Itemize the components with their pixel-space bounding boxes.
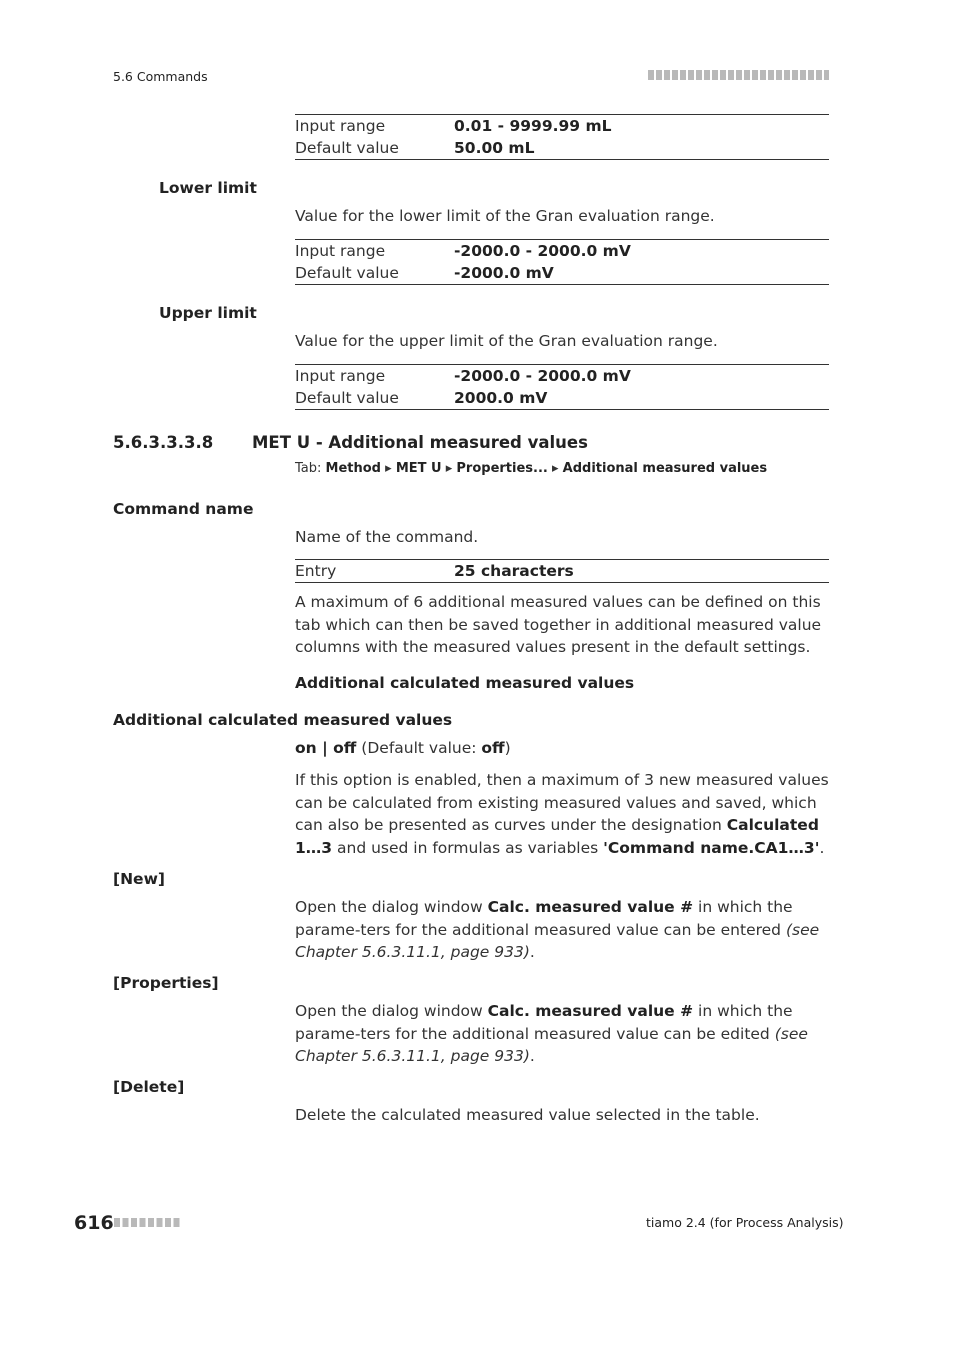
properties-description xyxy=(295,1000,835,1068)
footer-decoration xyxy=(114,1218,182,1227)
row-label: Entry xyxy=(295,562,337,580)
tab-prefix: Tab: xyxy=(295,461,326,476)
running-header: 5.6 Commands xyxy=(113,69,208,84)
option-on: on xyxy=(295,739,317,757)
table-row xyxy=(295,240,829,262)
text-span: and used in formulas as variables xyxy=(332,838,604,857)
upper-limit-title: Upper limit xyxy=(159,304,257,322)
breadcrumb-item: Properties... xyxy=(456,461,548,476)
table-row xyxy=(295,262,829,284)
breadcrumb-item: Method xyxy=(325,461,381,476)
bold-term: Calc. measured value # xyxy=(487,1002,694,1020)
text-span: If this option is enabled, then a maximum of 3 new measured values can be calculated from existing measured values and saved, which can also be presented as curves under the designation xyxy=(295,771,829,834)
upper-limit-description: Value for the upper limit of the Gran evaluation range. xyxy=(295,332,718,350)
bold-term: 'Command name.CA1…3' xyxy=(603,838,820,857)
row-value: -2000.0 - 2000.0 mV xyxy=(454,242,631,260)
row-value: -2000.0 mV xyxy=(454,264,554,282)
text-span: Open the dialog window xyxy=(295,898,488,916)
row-label: Input range xyxy=(295,117,386,135)
table-row xyxy=(295,365,829,387)
row-value: 50.00 mL xyxy=(454,139,535,157)
table-row xyxy=(295,137,829,159)
text-span: . xyxy=(819,838,825,857)
chapter-reference[interactable]: (see Chapter 5.6.3.11.1, page 933) xyxy=(295,920,820,961)
lower-limit-title: Lower limit xyxy=(159,179,257,197)
properties-title: [Properties] xyxy=(113,974,219,992)
default-prefix: (Default value: xyxy=(356,739,482,757)
section-number: 5.6.3.3.3.8 xyxy=(113,433,214,452)
option-off: off xyxy=(333,739,357,757)
new-description xyxy=(295,896,835,964)
product-name: tiamo 2.4 (for Process Analysis) xyxy=(646,1215,844,1230)
row-label: Default value xyxy=(295,139,399,157)
option-separator: | xyxy=(316,739,334,757)
tab-breadcrumb xyxy=(295,461,767,476)
command-name-description: Name of the command. xyxy=(295,528,479,546)
text-span: . xyxy=(529,1047,535,1065)
new-title: [New] xyxy=(113,870,165,888)
subheading: Additional calculated measured values xyxy=(295,674,635,692)
row-value: 25 characters xyxy=(454,562,574,580)
table-row xyxy=(295,387,829,409)
lower-limit-description: Value for the lower limit of the Gran evaluation range. xyxy=(295,207,715,225)
delete-title: [Delete] xyxy=(113,1078,185,1096)
param-table-command-name xyxy=(295,559,829,583)
param-table-upper-limit xyxy=(295,364,829,410)
breadcrumb-item: Additional measured values xyxy=(562,461,768,476)
row-value: -2000.0 - 2000.0 mV xyxy=(454,367,631,385)
bold-term: Calculated 1…3 xyxy=(295,816,819,857)
text-span: in which the parame-ters for the additional measured value can be entered xyxy=(295,898,793,939)
row-label: Default value xyxy=(295,389,399,407)
additional-title: Additional calculated measured values xyxy=(113,711,453,729)
additional-options xyxy=(295,737,835,760)
row-value: 0.01 - 9999.99 mL xyxy=(454,117,612,135)
row-label: Input range xyxy=(295,367,386,385)
table-row xyxy=(295,560,829,582)
row-label: Input range xyxy=(295,242,386,260)
text-span: . xyxy=(529,943,535,961)
param-table-lower-limit xyxy=(295,239,829,285)
default-suffix: ) xyxy=(504,739,511,757)
arrow-icon: ▸ xyxy=(385,461,392,476)
page-number: 616 xyxy=(74,1212,114,1234)
arrow-icon: ▸ xyxy=(445,461,453,476)
delete-description: Delete the calculated measured value selected in the table. xyxy=(295,1106,760,1124)
text-span: Open the dialog window xyxy=(295,1002,488,1020)
additional-description xyxy=(295,769,835,859)
header-decoration xyxy=(648,70,829,80)
breadcrumb-item: MET U xyxy=(395,461,442,476)
arrow-icon: ▸ xyxy=(552,461,559,476)
default-value: off xyxy=(481,739,505,757)
command-name-note: A maximum of 6 additional measured values can be defined on this tab which can then be saved together in additional measured value columns with the measured values present in the default settings. xyxy=(295,593,822,656)
table-row xyxy=(295,115,829,137)
chapter-reference[interactable]: (see Chapter 5.6.3.11.1, page 933) xyxy=(295,1024,808,1065)
param-table-top xyxy=(295,114,829,160)
bold-term: Calc. measured value # xyxy=(487,898,694,916)
text-span: in which the parame-ters for the additional measured value can be edited xyxy=(295,1002,793,1043)
command-name-title: Command name xyxy=(113,500,254,518)
row-value: 2000.0 mV xyxy=(454,389,548,407)
row-label: Default value xyxy=(295,264,399,282)
section-title: MET U - Additional measured values xyxy=(252,433,588,452)
